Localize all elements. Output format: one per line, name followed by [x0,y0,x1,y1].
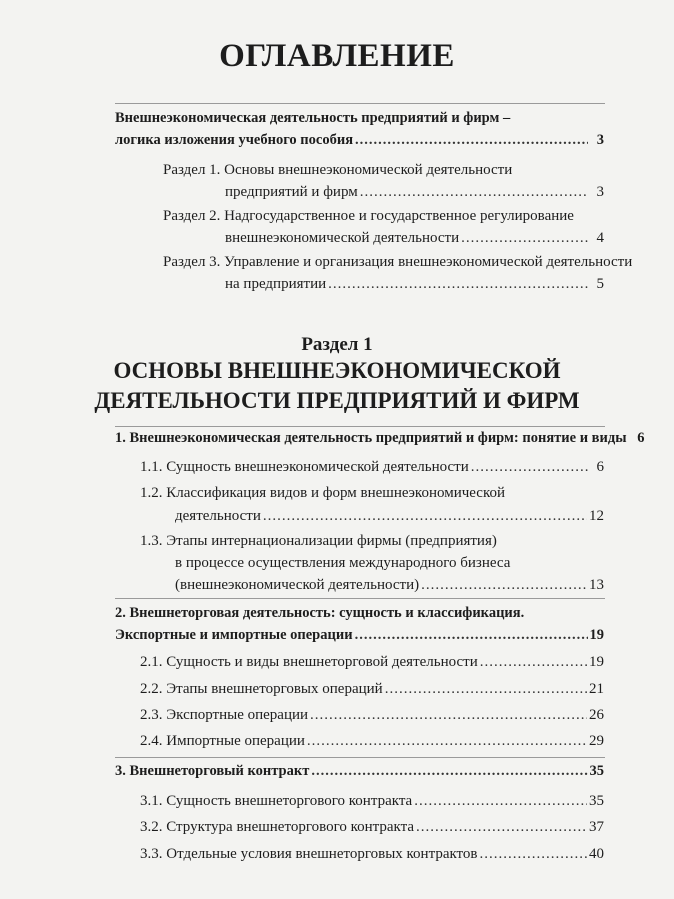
toc-entry-line[interactable] [140,457,604,477]
toc-entry-text: 3.1. Сущность внешнеторгового контракта [140,793,413,809]
toc-entry-line[interactable] [140,844,604,864]
page-number: 37 [589,819,604,835]
divider [115,757,605,758]
dot-leader [311,761,587,781]
toc-entry-text: 3.2. Структура внешнеторгового контракта [140,819,415,835]
dot-leader [310,705,587,725]
page-number: 4 [596,230,604,246]
page-number: 19 [589,627,604,643]
toc-entry-line[interactable] [115,603,524,623]
toc-entry-line[interactable] [225,228,604,248]
divider [115,426,605,427]
toc-entry-line[interactable] [115,130,604,150]
page-number: 6 [637,430,645,446]
page-number: 35 [589,763,604,779]
toc-entry-text: деятельности [175,508,261,524]
page-number: 3 [596,184,604,200]
toc-entry-text: предприятий и фирм [225,184,358,200]
toc-entry-text: на предприятии [225,276,327,292]
toc-entry-text: 2. Внешнеторговая деятельность: сущность и классификация. [115,605,525,621]
toc-entry-text: в процессе осуществления международного бизнеса [175,555,511,571]
dot-leader [307,731,587,751]
toc-entry-line[interactable] [140,731,604,751]
dot-leader [461,228,588,248]
toc-entry-line[interactable] [140,705,604,725]
page-number: 6 [596,459,604,475]
divider [115,598,605,599]
toc-entry-text: 1.3. Этапы интернационализации фирмы (предприятия) [140,533,497,549]
page-number: 3 [596,132,604,148]
toc-entry-text: 1.2. Классификация видов и форм внешнеэкономической [140,485,506,501]
toc-entry-line[interactable] [225,182,604,202]
toc-entry-line[interactable] [175,506,604,526]
toc-entry-text: внешнеэкономической деятельности [225,230,460,246]
dot-leader [355,130,588,150]
toc-entry-line[interactable] [175,553,510,573]
toc-entry-text: 1. Внешнеэкономическая деятельность предприятий и фирм: понятие и виды [115,430,627,446]
toc-entry-text: 2.2. Этапы внешнеторговых операций [140,681,383,697]
toc-entry-text: Раздел 1. Основы внешнеэкономической деятельности [163,162,513,178]
toc-entry-line[interactable] [140,652,604,672]
toc-entry-text: 2.3. Экспортные операции [140,707,309,723]
dot-leader [355,625,588,645]
toc-entry-text: 1.1. Сущность внешнеэкономической деятельности [140,459,469,475]
toc-entry-text: 3. Внешнеторговый контракт [115,763,310,779]
dot-leader [328,274,588,294]
toc-entry-text: 2.1. Сущность и виды внешнеторговой деятельности [140,654,478,670]
dot-leader [471,457,588,477]
toc-entry-line[interactable] [163,160,512,180]
toc-entry-text: логика изложения учебного пособия [115,132,354,148]
dot-leader [360,182,588,202]
dot-leader [421,575,587,595]
toc-entry-text: 3.3. Отдельные условия внешнеторговых контрактов [140,846,478,862]
page-title: ОГЛАВЛЕНИЕ [219,38,455,74]
toc-entry-text: Раздел 3. Управление и организация внешнеэкономической деятельности [163,254,633,270]
toc-entry-text: 2.4. Импортные операции [140,733,305,749]
page-number: 5 [596,276,604,292]
toc-entry-line[interactable] [115,761,604,781]
section-title-line2: ДЕЯТЕЛЬНОСТИ ПРЕДПРИЯТИЙ И ФИРМ [94,388,580,413]
toc-entry-line[interactable] [115,625,604,645]
toc-entry-line[interactable] [140,531,497,551]
section-label: Раздел 1 [301,334,373,355]
toc-entry-line[interactable] [175,575,604,595]
section-title-line1: ОСНОВЫ ВНЕШНЕЭКОНОМИЧЕСКОЙ [113,358,561,383]
dot-leader [480,652,587,672]
toc-entry-line[interactable] [163,206,574,226]
dot-leader [480,844,588,864]
toc-entry-line[interactable] [140,791,604,811]
dot-leader [414,791,587,811]
toc-entry-line[interactable] [140,817,604,837]
dot-leader [416,817,587,837]
toc-entry-line[interactable] [140,483,505,503]
toc-entry-line[interactable] [163,252,632,272]
page-number: 12 [589,508,604,524]
page-number: 19 [589,654,604,670]
dot-leader [263,506,587,526]
page-number: 13 [589,577,604,593]
page-number: 26 [589,707,604,723]
toc-entry-line[interactable] [115,428,645,448]
toc-entry-text: Экспортные и импортные операции [115,627,353,643]
page-number: 40 [589,846,604,862]
page-number: 35 [589,793,604,809]
page-number: 21 [589,681,604,697]
toc-entry-text: (внешнеэкономической деятельности) [175,577,420,593]
dot-leader [385,679,587,699]
divider [115,103,605,104]
toc-entry-line[interactable] [140,679,604,699]
toc-entry-line[interactable] [225,274,604,294]
toc-entry-text: Внешнеэкономическая деятельность предприятий и фирм – [115,110,511,126]
page-number: 29 [589,733,604,749]
toc-entry-line[interactable] [115,108,510,128]
toc-entry-text: Раздел 2. Надгосударственное и государственное регулирование [163,208,574,224]
